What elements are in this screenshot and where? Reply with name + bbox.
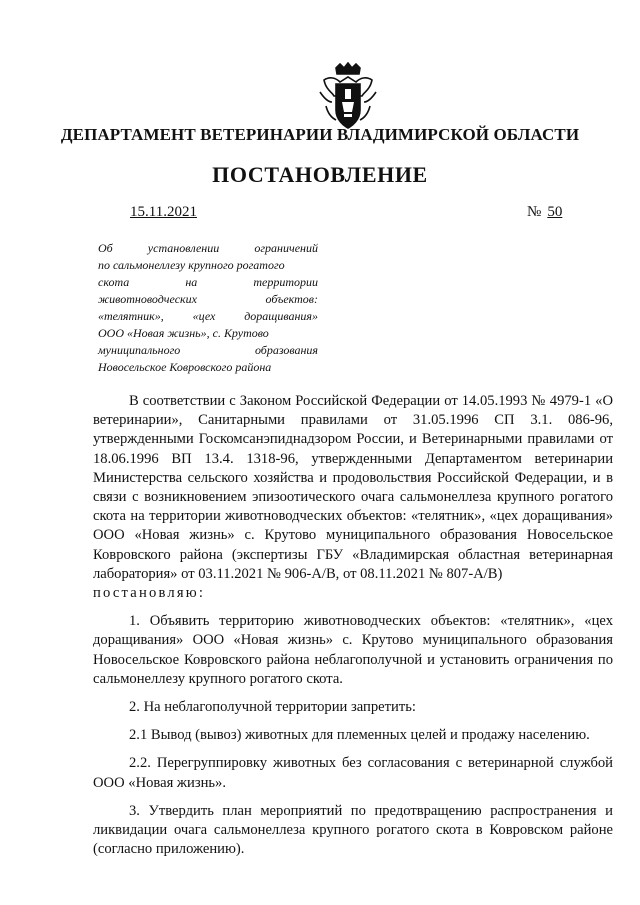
department-title: ДЕПАРТАМЕНТ ВЕТЕРИНАРИИ ВЛАДИМИРСКОЙ ОБЛАСТИ [60,125,580,144]
subject-line: «телятник», «цех доращивания» [98,309,318,323]
subject-line: Новосельское Ковровского района [98,360,272,374]
document-body [93,392,613,859]
document-number [527,204,562,221]
item-2-2-paragraph: 2.2. Перегруппировку животных без согласования с ветеринарной службой ООО «Новая жизнь». [93,755,613,791]
number-value: 50 [547,204,563,220]
decree-word: постановляю: [93,585,206,602]
subject-line: по сальмонеллезу крупного рогатого [98,258,285,272]
subject-line: скота на территории [98,275,318,289]
document-type-heading: ПОСТАНОВЛЕНИЕ [212,162,428,187]
item-2-1-paragraph: 2.1 Вывод (вывоз) животных для племенных целей и продажу населению. [129,727,590,744]
subject-block [98,240,318,376]
number-label: № [527,204,542,220]
preamble-paragraph: В соответствии с Законом Российской Федерации от 14.05.1993 № 4979-1 «О ветеринарии», Санитарными правилами от 31.05.1996 СП 3.1. 086-96, утвержденными Госкомсанэпиднадзором России, и Ветеринарными правилами от 18.06.1996 ВП 13.4. 1318-96, утвержденными Департаментом ветеринарии Министерства сельского хозяйства и продовольствия Российской Федерации, и в связи с возникновением эпизоотического очага сальмонеллеза крупного рогатого скота на территории животноводческих объектов: «телятник», «цех доращивания» ООО «Новая жизнь» с. Крутово муниципального образования Новосельское Ковровского района (экспертизы ГБУ «Владимирская областная ветеринарная лаборатория» от 03.11.2021 № 906-А/В, от 08.11.2021 № 807-А/В) [93,393,613,582]
coat-of-arms-emblem [318,62,378,132]
item-3-paragraph: 3. Утвердить план мероприятий по предотвращению распространения и ликвидации очага сальмонеллеза крупного рогатого скота в Ковровском районе (согласно приложению). [93,802,613,858]
subject-line: животноводческих объектов: [98,292,318,306]
subject-line: ООО «Новая жизнь», с. Крутово [98,326,269,340]
item-1-paragraph: 1. Объявить территорию животноводческих объектов: «телятник», «цех доращивания» ООО «Новая жизнь» с. Крутово муниципального образования Новосельское Ковровского района неблагополучной и установить ограничения по сальмонеллезу крупного рогатого скота. [93,613,613,687]
date-value: 15.11.2021 [130,204,197,220]
subject-line: Об установлении ограничений [98,241,318,255]
document-date [130,204,197,221]
subject-line: муниципального образования [98,343,318,357]
item-2-paragraph: 2. На неблагополучной территории запретить: [129,699,416,716]
